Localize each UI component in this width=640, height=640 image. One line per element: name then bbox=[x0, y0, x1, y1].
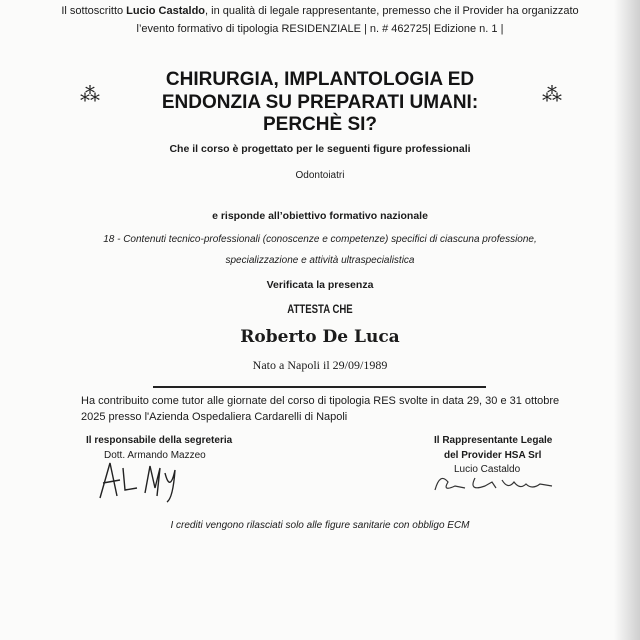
objective-line-1: 18 - Contenuti tecnico-professionali (conoscenze e competenze) specifici di ciascuna professione, bbox=[103, 234, 537, 245]
objective-label: e risponde all’obiettivo formativo nazionale bbox=[212, 210, 428, 222]
recipient-name: Roberto De Luca bbox=[240, 327, 400, 347]
professions-label: Che il corso è progettato per le seguenti figure professionali bbox=[169, 143, 471, 155]
profession: Odontoiatri bbox=[295, 170, 345, 181]
contribution-line-1: Ha contribuito come tutor alle giornate del corso di tipologia RES svolte in data 29, 30 e 31 ottobre bbox=[81, 395, 560, 407]
intro-line-1 bbox=[0, 5, 640, 17]
course-title-line-2: ENDONZIA SU PREPARATI UMANI: bbox=[161, 92, 479, 113]
left-signatory-role: Il responsabile della segreteria bbox=[86, 435, 233, 446]
signatory-name-inline: Lucio Castaldo bbox=[126, 5, 206, 17]
right-signatory-org: del Provider HSA Srl bbox=[444, 450, 542, 461]
footer-note: I crediti vengono rilasciati solo alle figure sanitarie con obbligo ECM bbox=[170, 520, 470, 531]
right-signatory-role: Il Rappresentante Legale bbox=[434, 435, 553, 446]
contribution-line-2: 2025 presso l'Azienda Ospedaliera Cardarelli di Napoli bbox=[81, 411, 348, 423]
right-signature bbox=[430, 470, 560, 495]
birth-info: Nato a Napoli il 29/09/1989 bbox=[252, 358, 388, 372]
ornament-left-icon: ⁂ bbox=[80, 82, 100, 106]
right-signatory-name: Lucio Castaldo bbox=[454, 464, 521, 475]
objective-line-2: specializzazione e attività ultraspecialistica bbox=[225, 255, 415, 266]
verified-label: Verificata la presenza bbox=[266, 279, 374, 291]
course-title-line-3: PERCHÈ SI? bbox=[262, 114, 378, 135]
intro-text: Il sottoscritto bbox=[61, 5, 127, 17]
intro-text: , in qualità di legale rappresentante, premesso che il Provider ha organizzato bbox=[205, 5, 579, 17]
left-signatory-name: Dott. Armando Mazzeo bbox=[104, 450, 206, 461]
course-title-line-1: CHIRURGIA, IMPLANTOLOGIA ED bbox=[165, 69, 475, 90]
intro-line-2: l’evento formativo di tipologia RESIDENZIALE | n. # 462725| Edizione n. 1 | bbox=[136, 23, 504, 35]
attests-heading: ATTESTA CHE bbox=[287, 302, 353, 316]
ornament-right-icon: ⁂ bbox=[542, 82, 562, 106]
divider-line bbox=[153, 386, 486, 388]
left-signature bbox=[95, 458, 185, 503]
